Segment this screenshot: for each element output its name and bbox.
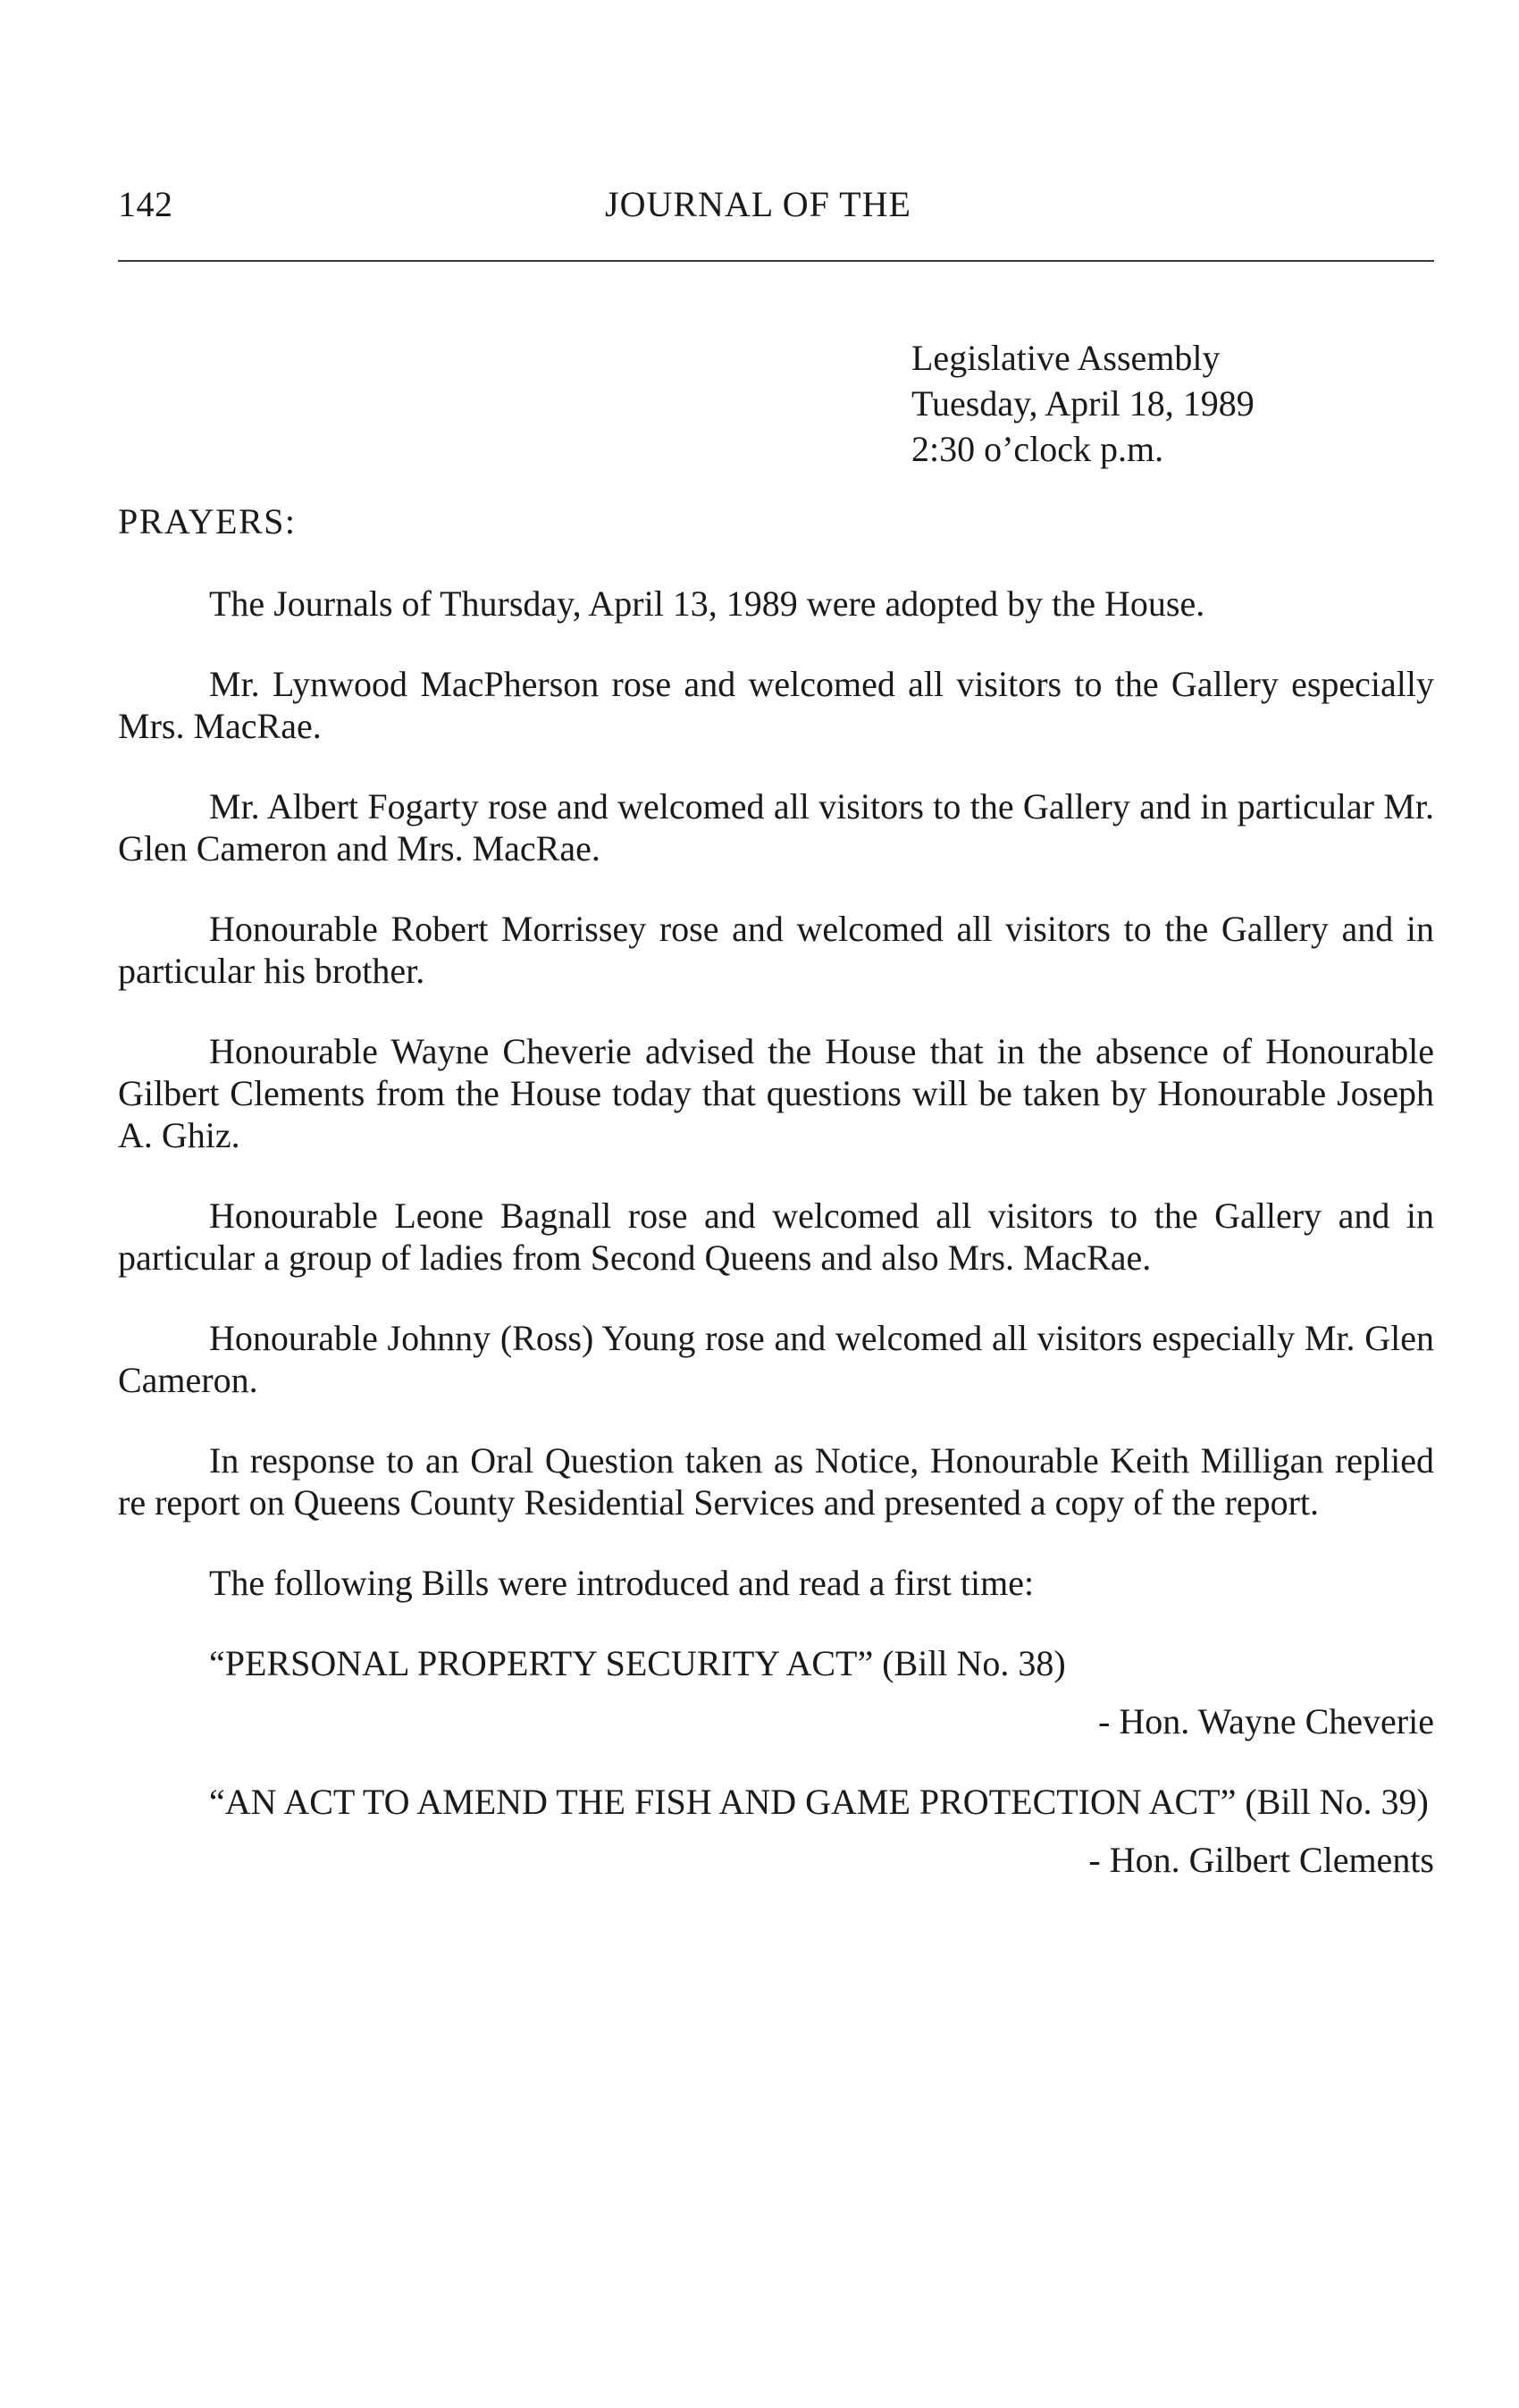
paragraph-cheverie-advice: Honourable Wayne Cheverie advised the House that in the absence of Honourable Gilbert Clements from the House today that questions will be taken by Honourable Joseph A. Ghiz.	[118, 1031, 1434, 1155]
bill-sponsor: - Hon. Wayne Cheverie	[1098, 1701, 1434, 1741]
prayers-heading: PRAYERS:	[118, 501, 297, 541]
dateline-time: 2:30 o’clock p.m.	[911, 429, 1164, 469]
paragraph-macpherson-welcome: Mr. Lynwood MacPherson rose and welcomed all visitors to the Gallery especially Mrs. MacRae.	[118, 664, 1434, 746]
paragraph-bagnall-welcome: Honourable Leone Bagnall rose and welcomed all visitors to the Gallery and in particular a group of ladies from Second Queens and also Mrs. MacRae.	[118, 1196, 1434, 1278]
paragraph-morrissey-welcome: Honourable Robert Morrissey rose and welcomed all visitors to the Gallery and in particular his brother.	[118, 909, 1434, 991]
page-number: 142	[118, 184, 173, 224]
page-header	[118, 183, 1434, 237]
paragraph-young-welcome: Honourable Johnny (Ross) Young rose and welcomed all visitors especially Mr. Glen Cameron.	[118, 1318, 1434, 1400]
session-dateline	[911, 335, 1255, 472]
paragraph-fogarty-welcome: Mr. Albert Fogarty rose and welcomed all visitors to the Gallery and in particular Mr. Glen Cameron and Mrs. MacRae.	[118, 786, 1434, 868]
paragraph-bills-intro: The following Bills were introduced and read a first time:	[209, 1563, 1035, 1603]
dateline-date: Tuesday, April 18, 1989	[911, 383, 1255, 424]
bill-title: “AN ACT TO AMEND THE FISH AND GAME PROTECTION ACT” (Bill No. 39)	[209, 1782, 1429, 1822]
journal-body	[118, 583, 1434, 1919]
bill-title: “PERSONAL PROPERTY SECURITY ACT” (Bill No. 38)	[209, 1643, 1066, 1683]
dateline-assembly: Legislative Assembly	[911, 338, 1221, 378]
paragraph-milligan-reply: In response to an Oral Question taken as Notice, Honourable Keith Milligan replied re report on Queens County Residential Services and presented a copy of the report.	[118, 1440, 1434, 1523]
bill-sponsor: - Hon. Gilbert Clements	[1088, 1840, 1434, 1880]
paragraph-journals-adopted: The Journals of Thursday, April 13, 1989 were adopted by the House.	[209, 583, 1205, 624]
header-rule	[118, 260, 1434, 262]
running-title: JOURNAL OF THE	[605, 184, 911, 224]
